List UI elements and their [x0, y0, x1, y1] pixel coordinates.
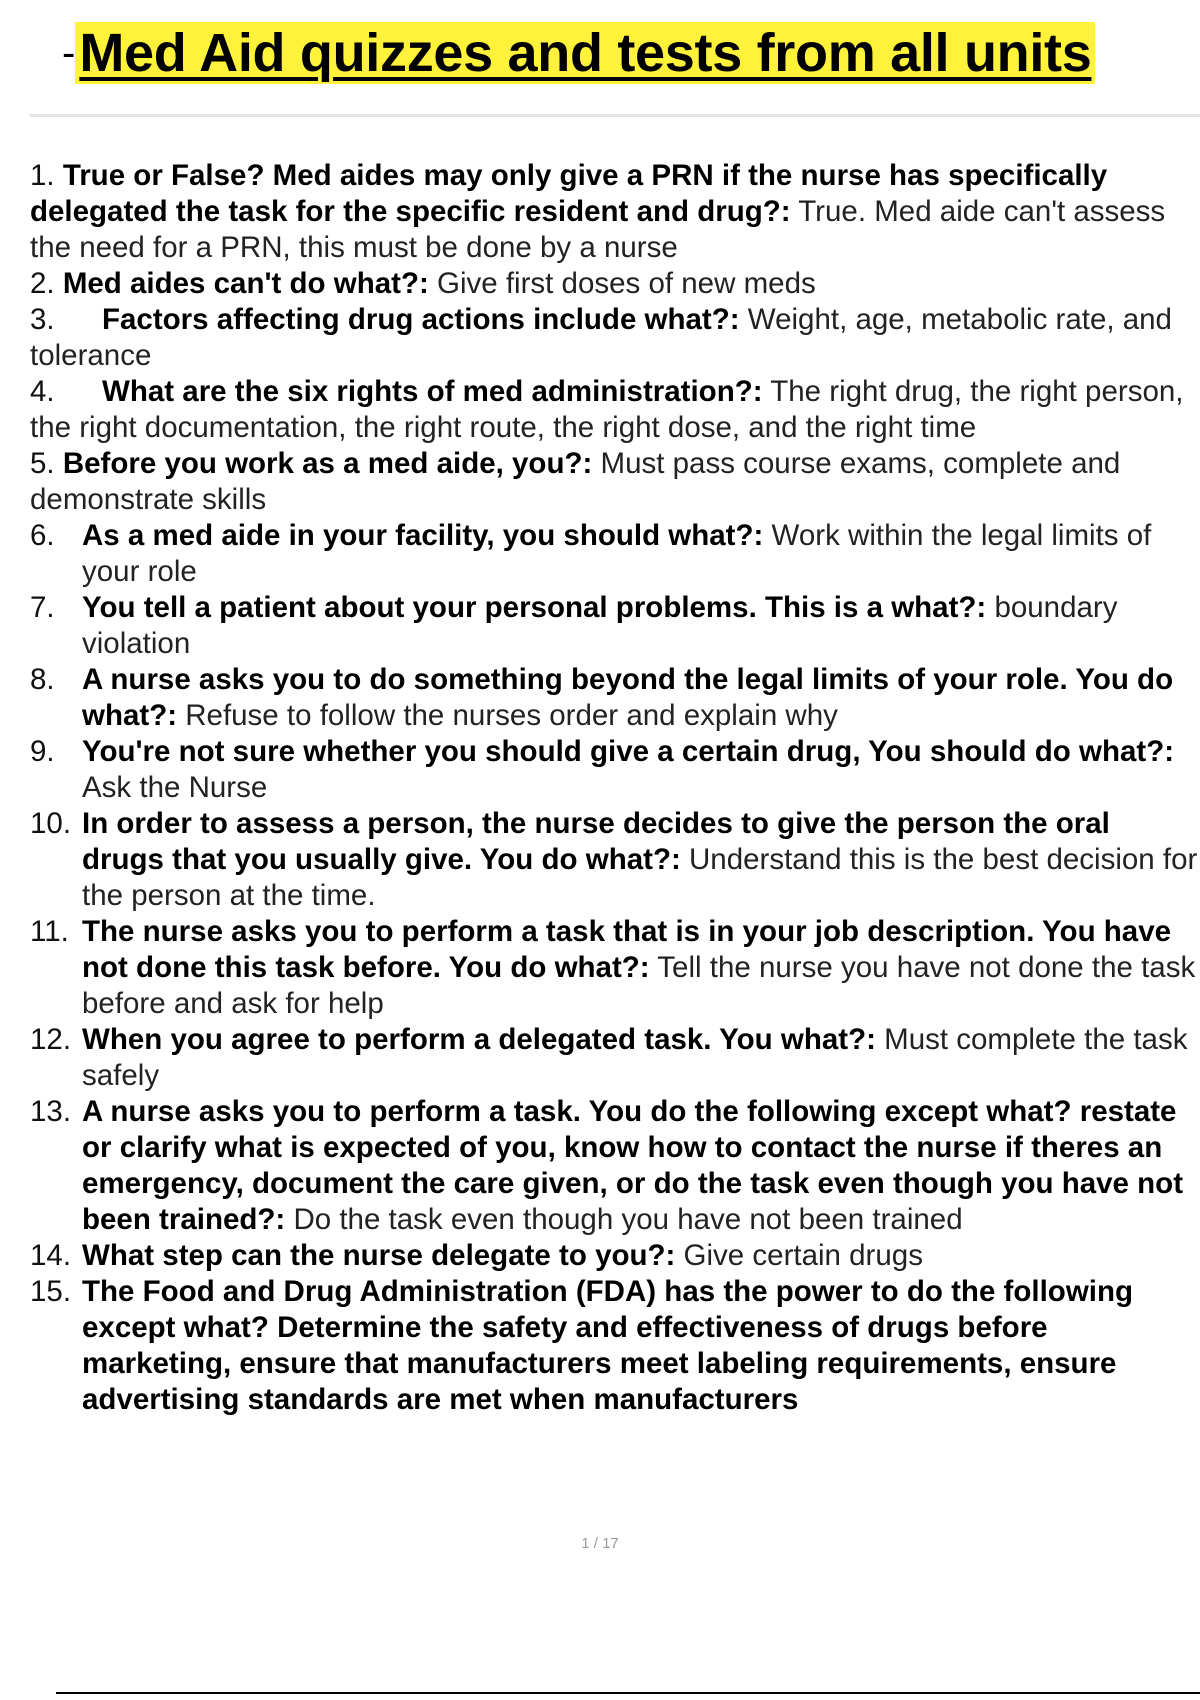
answer-text: Tell the nurse you have not done the task before and ask for help	[82, 951, 1196, 1020]
question-text: What are the six rights of med administration?:	[102, 375, 763, 408]
qa-item-7	[30, 590, 1200, 662]
document-title: Med Aid quizzes and tests from all units	[75, 22, 1095, 84]
question-text: A nurse asks you to perform a task. You do the following except what? restate or clarify what is expected of you, know how to contact the nurse if theres an emergency, document the care given, or do the task even though you have not been trained?:	[82, 1095, 1184, 1236]
question-text: Factors affecting drug actions include what?:	[102, 303, 740, 336]
answer-text: Weight, age, metabolic rate, and tolerance	[30, 303, 1172, 372]
item-number: 3.	[30, 303, 55, 336]
answer-text: Do the task even though you have not been trained	[285, 1203, 963, 1236]
question-text: When you agree to perform a delegated task. You what?:	[82, 1023, 876, 1056]
answer-text: Must pass course exams, complete and demonstrate skills	[30, 447, 1121, 516]
qa-item-1	[30, 158, 1200, 266]
question-text: Med aides can't do what?:	[62, 267, 429, 300]
qa-item-8	[30, 662, 1200, 734]
item-number: 5.	[30, 447, 55, 480]
qa-item-3	[30, 302, 1200, 374]
question-text: As a med aide in your facility, you should what?:	[82, 519, 764, 552]
answer-text: True. Med aide can't assess the need for a PRN, this must be done by a nurse	[30, 195, 1166, 264]
item-number: 10.	[30, 807, 72, 840]
title-block	[62, 22, 1095, 84]
answer-text: boundary violation	[82, 591, 1118, 660]
item-number: 9.	[30, 735, 55, 768]
qa-item-11	[30, 914, 1200, 1022]
answer-text: Must complete the task safely	[82, 1023, 1188, 1092]
answer-text: Refuse to follow the nurses order and explain why	[177, 699, 838, 732]
item-number: 1.	[30, 159, 55, 192]
item-number: 11.	[30, 915, 69, 948]
qa-item-5	[30, 446, 1200, 518]
item-number: 8.	[30, 663, 55, 696]
qa-item-4	[30, 374, 1200, 446]
answer-text: Work within the legal limits of your role	[82, 519, 1152, 588]
qa-item-9	[30, 734, 1200, 806]
answer-text: Ask the Nurse	[82, 771, 268, 804]
item-number: 15.	[30, 1275, 72, 1308]
item-number: 4.	[30, 375, 55, 408]
item-number: 14.	[30, 1239, 72, 1272]
question-text: Before you work as a med aide, you?:	[62, 447, 593, 480]
qa-item-15	[30, 1274, 1200, 1418]
item-number: 6.	[30, 519, 55, 552]
page-bottom-rule	[56, 1692, 1200, 1694]
title-dash: -	[62, 31, 76, 75]
item-number: 7.	[30, 591, 55, 624]
answer-text: Understand this is the best decision for the person at the time.	[82, 843, 1198, 912]
qa-item-6	[30, 518, 1200, 590]
qa-item-14	[30, 1238, 1200, 1274]
answer-text: The right drug, the right person, the right documentation, the right route, the right dose, and the right time	[30, 375, 1184, 444]
question-text: You're not sure whether you should give a certain drug, You should do what?:	[82, 735, 1175, 768]
question-text: The nurse asks you to perform a task that is in your job description. You have not done this task before. You do what?:	[82, 915, 1172, 984]
qa-item-12	[30, 1022, 1200, 1094]
page-indicator: 1 / 17	[581, 1535, 619, 1552]
answer-text: Give certain drugs	[675, 1239, 923, 1272]
header-divider	[30, 114, 1200, 117]
question-text: You tell a patient about your personal problems. This is a what?:	[82, 591, 987, 624]
question-text: A nurse asks you to do something beyond the legal limits of your role. You do what?:	[82, 663, 1174, 732]
answer-text: Give first doses of new meds	[428, 267, 816, 300]
qa-item-13	[30, 1094, 1200, 1238]
item-number: 12.	[30, 1023, 72, 1056]
item-number: 2.	[30, 267, 55, 300]
qa-list	[30, 158, 1200, 1418]
question-text: In order to assess a person, the nurse decides to give the person the oral drugs that you usually give. You do what?:	[82, 807, 1110, 876]
qa-item-10	[30, 806, 1200, 914]
question-text: The Food and Drug Administration (FDA) has the power to do the following except what? Determine the safety and effectiveness of drugs before marketing, ensure that manufacturers meet labeling requirements, ensure advertising standards are met when manufacturers	[82, 1275, 1133, 1416]
question-text: What step can the nurse delegate to you?:	[82, 1239, 676, 1272]
question-text: True or False? Med aides may only give a PRN if the nurse has specifically delegated the task for the specific resident and drug?:	[30, 159, 1108, 228]
item-number: 13.	[30, 1095, 72, 1128]
qa-item-2	[30, 266, 1200, 302]
